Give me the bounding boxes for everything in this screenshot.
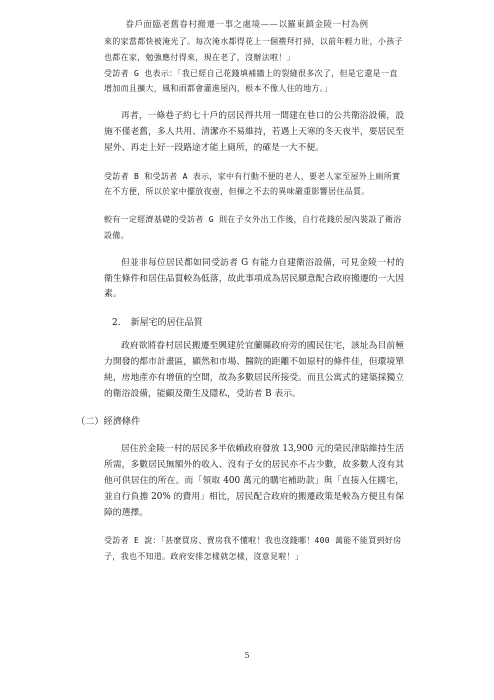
interview-quote: 受訪者 G 也表示：「我已經自己花錢填補牆上的裂縫很多次了，但是它還是一直增加而且擴大，風和雨都會灌進屋內，根本不像人住的地方。」: [104, 68, 398, 94]
running-header: 眷戶面臨老舊眷村搬遷一事之處境——以羅東鎮金陵一村為例: [125, 20, 369, 30]
body-paragraph: 再者，一條巷子約七十戶的居民得共用一間建在巷口的公共衛浴設備，設施不僅老舊，多人共用、清潔亦不易維持，若遇上天寒的冬天夜半，要居民至屋外、再走上好一段路途才能上廁所，的確是一大不便。: [104, 111, 404, 153]
interview-quote: 較有一定經濟基礎的受訪者 G 則在子女外出工作後，自行花錢於屋內裝設了衛浴設備。: [104, 215, 402, 240]
section-title: 新屋宅的居住品質: [130, 318, 203, 329]
interview-quote: 來的家當都快被淹光了。每次淹水都得花上一個禮拜打掃，以前年輕力壯，小孩子也都在家，勉強應付得來，現在老了，沒辦法啦！」: [104, 37, 403, 62]
subsection-heading: （二）經濟條件: [76, 416, 141, 428]
section-number: 2.: [112, 318, 121, 329]
page-body: [76, 34, 404, 565]
interview-quote: 受訪者 B 和受訪者 A 表示，家中有行動不便的老人，要老人家至屋外上廁所實在不方便，所以於家中擺放夜壺，但揮之不去的異味嚴重影響居住品質。: [104, 171, 401, 197]
body-paragraph: 居住於金陵一村的居民多半依賴政府發放 13,900 元的榮民津貼維持生活所需，多數居民無額外的收入、沒有子女的居民亦不占少數，故多數人沒有其他可供居住的所在。而「領取 400 萬元的購宅補助款」與「直接入住國宅，並自行負擔 20% 的費用」相比，居民配合政府的搬遷政策是較為方便且有保障的選擇。: [104, 444, 404, 518]
interview-quote: 受訪者 E 說：「甚麼買房、賣房我不懂啦！我也沒錢哪！400 萬能不能買到好房子，我也不知道。政府安排怎樣就怎樣，沒意見啦！」: [104, 536, 402, 562]
page-number: 5: [244, 651, 250, 660]
section-heading: [104, 315, 404, 331]
body-paragraph: 政府欲將眷村居民搬遷至興建於宜蘭縣政府旁的國民住宅，該址為目前極力開發的都市計畫區，顯然和市場、醫院的距離不如原村的條件佳，但環境單純，房地產亦有增值的空間，故為多數居民所接受。而且公寓式的建築採獨立的衛浴設備，能顧及衛生及隱私，受訪者 B 表示。: [104, 341, 404, 399]
body-paragraph: 但並非每位居民都如同受訪者 G 有能力自建衛浴設備，可見金陵一村的衛生條件和居住品質較為低落，故此事項成為居民願意配合政府搬遷的一大因素。: [104, 257, 404, 300]
